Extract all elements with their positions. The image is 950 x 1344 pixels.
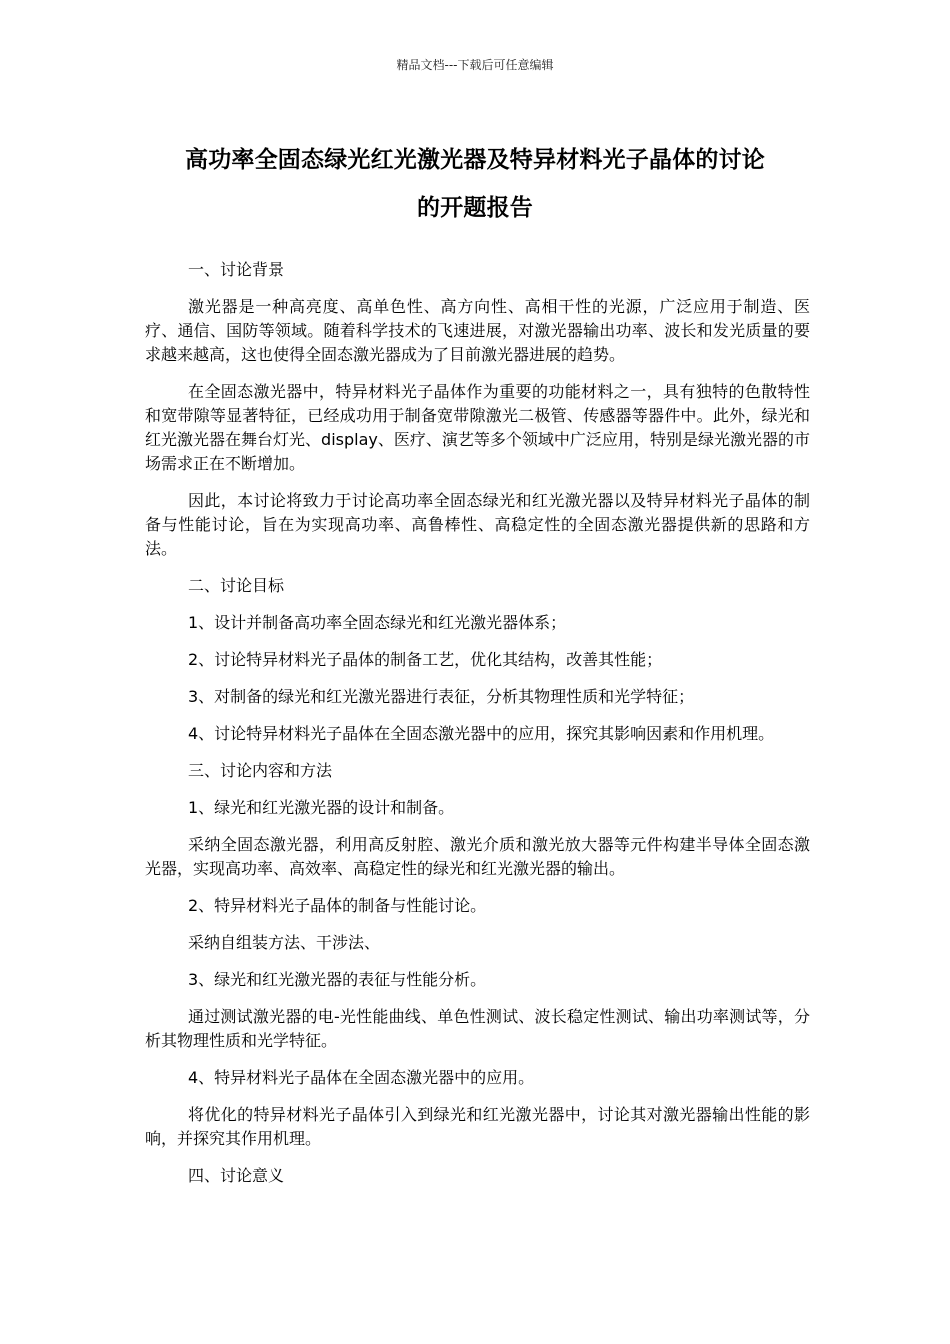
section-heading-significance: 四、讨论意义 [188, 1166, 285, 1185]
section-heading-background: 一、讨论背景 [188, 260, 285, 279]
subheading: 2、特异材料光子晶体的制备与性能讨论。 [188, 896, 487, 915]
title-line-2: 的开题报告 [417, 195, 533, 221]
paragraph: 将优化的特异材料光子晶体引入到绿光和红光激光器中，讨论其对激光器输出性能的影响，并探究其作用机理。 [145, 1105, 810, 1148]
page-header: 精品文档---下载后可任意编辑 [396, 58, 554, 72]
subheading: 3、绿光和红光激光器的表征与性能分析。 [188, 970, 487, 989]
section-heading-content-methods: 三、讨论内容和方法 [188, 761, 333, 780]
paragraph: 通过测试激光器的电-光性能曲线、单色性测试、波长稳定性测试、输出功率测试等，分析其物理性质和光学特征。 [145, 1007, 810, 1050]
list-item: 1、设计并制备高功率全固态绿光和红光激光器体系； [188, 613, 567, 632]
title-line-1: 高功率全固态绿光红光激光器及特异材料光子晶体的讨论 [185, 147, 765, 173]
paragraph: 采纳全固态激光器，利用高反射腔、激光介质和激光放大器等元件构建半导体全固态激光器，实现高功率、高效率、高稳定性的绿光和红光激光器的输出。 [145, 835, 810, 878]
paragraph: 在全固态激光器中，特异材料光子晶体作为重要的功能材料之一，具有独特的色散特性和宽带隙等显著特征，已经成功用于制备宽带隙激光二极管、传感器等器件中。此外，绿光和红光激光器在舞台灯光、display、医疗、演艺等多个领域中广泛应用，特别是绿光激光器的市场需求正在不断增加。 [145, 382, 810, 473]
list-item: 2、讨论特异材料光子晶体的制备工艺，优化其结构，改善其性能； [188, 650, 663, 669]
paragraph: 激光器是一种高亮度、高单色性、高方向性、高相干性的光源，广泛应用于制造、医疗、通信、国防等领域。随着科学技术的飞速进展，对激光器输出功率、波长和发光质量的要求越来越高，这也使得全固态激光器成为了目前激光器进展的趋势。 [145, 297, 810, 364]
subheading: 4、特异材料光子晶体在全固态激光器中的应用。 [188, 1068, 535, 1087]
paragraph: 采纳自组装方法、干涉法、 [188, 933, 381, 952]
paragraph: 因此，本讨论将致力于讨论高功率全固态绿光和红光激光器以及特异材料光子晶体的制备与性能讨论，旨在为实现高功率、高鲁棒性、高稳定性的全固态激光器提供新的思路和方法。 [145, 491, 810, 558]
document-title [145, 136, 805, 232]
list-item: 4、讨论特异材料光子晶体在全固态激光器中的应用，探究其影响因素和作用机理。 [188, 724, 775, 743]
subheading: 1、绿光和红光激光器的设计和制备。 [188, 798, 455, 817]
document-body [145, 258, 810, 1201]
section-heading-goals: 二、讨论目标 [188, 576, 285, 595]
list-item: 3、对制备的绿光和红光激光器进行表征，分析其物理性质和光学特征； [188, 687, 695, 706]
